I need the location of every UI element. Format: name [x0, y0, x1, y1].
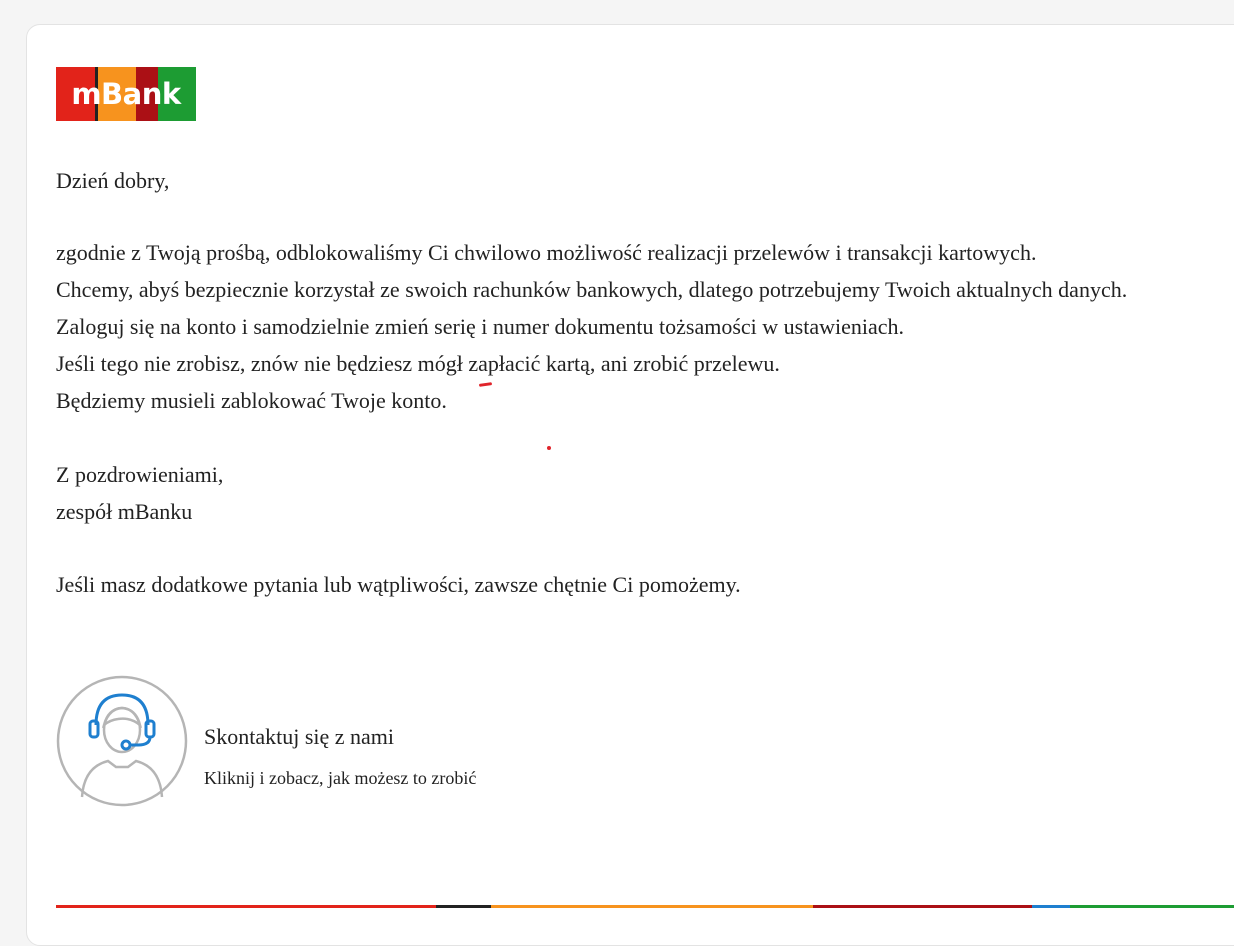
footer-stripe-red — [56, 905, 436, 908]
message-paragraph — [56, 234, 1127, 419]
message-line: Chcemy, abyś bezpiecznie korzystał ze swoich rachunków bankowych, dlatego potrzebujemy Twoich aktualnych danych. — [56, 277, 1128, 302]
footer-stripe-blue — [1032, 905, 1070, 908]
logo-text: mBank — [71, 77, 181, 111]
footer-color-bar — [56, 905, 1234, 908]
contact-title[interactable]: Skontaktuj się z nami — [204, 724, 395, 749]
footer-stripe-green — [1070, 905, 1234, 908]
mbank-logo[interactable] — [56, 67, 196, 121]
closing: Z pozdrowieniami, — [56, 462, 224, 487]
email-card — [26, 24, 1234, 946]
annotation-dot — [547, 446, 551, 450]
message-line: Jeśli tego nie zrobisz, znów nie będziesz mógł zapłacić kartą, ani zrobić przelewu. — [56, 351, 780, 376]
footer-stripe-dark — [436, 905, 491, 908]
contact-subtitle[interactable]: Kliknij i zobacz, jak możesz to zrobić — [204, 768, 477, 788]
footer-stripe-orange — [491, 905, 813, 908]
message-line: Będziemy musieli zablokować Twoje konto. — [56, 388, 447, 413]
signature: zespół mBanku — [56, 499, 193, 524]
greeting: Dzień dobry, — [56, 168, 170, 193]
support-agent-icon[interactable] — [56, 675, 188, 807]
message-line: zgodnie z Twoją prośbą, odblokowaliśmy Ci chwilowo możliwość realizacji przelewów i transakcji kartowych. — [56, 240, 1037, 265]
signoff — [56, 456, 223, 530]
question-note: Jeśli masz dodatkowe pytania lub wątpliwości, zawsze chętnie Ci pomożemy. — [56, 572, 741, 597]
footer-stripe-maroon — [813, 905, 1032, 908]
message-line: Zaloguj się na konto i samodzielnie zmień serię i numer dokumentu tożsamości w ustawieniach. — [56, 314, 904, 339]
